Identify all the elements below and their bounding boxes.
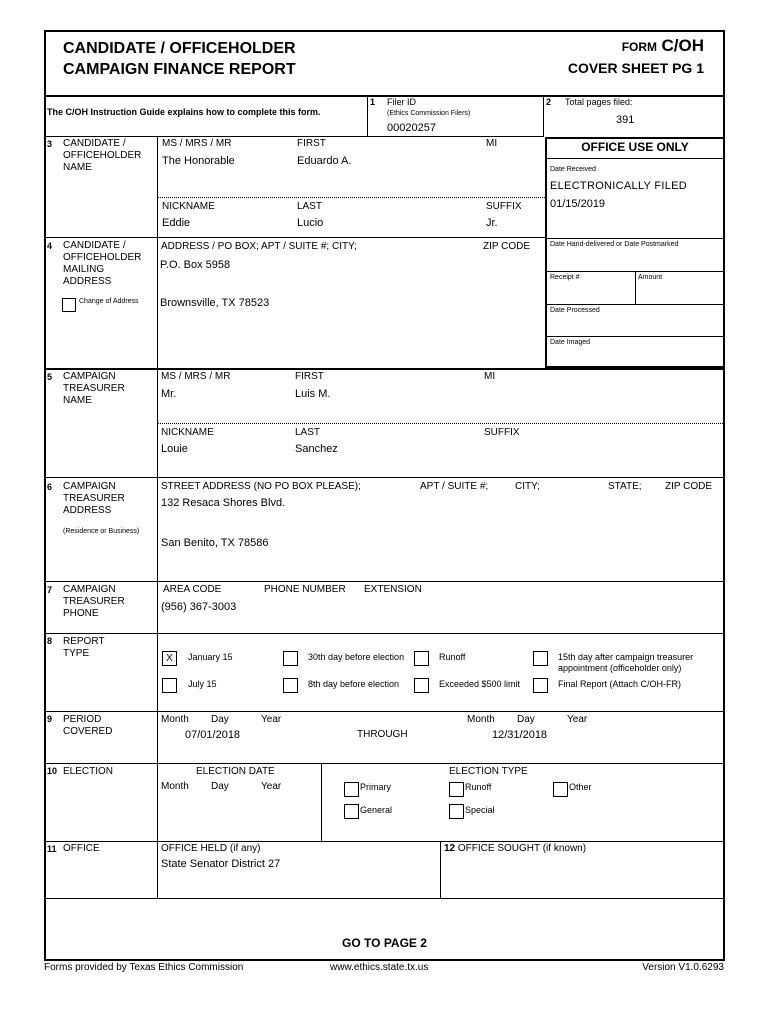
nickname-label: NICKNAME — [161, 427, 214, 438]
report-option-label: January 15 — [188, 652, 233, 662]
section-8-label — [63, 636, 105, 660]
divider — [543, 96, 544, 136]
cover-sheet-label: COVER SHEET PG 1 — [567, 60, 704, 76]
date-processed-label: Date Processed — [550, 307, 600, 314]
report-option-line: 15th day after campaign treasurer — [558, 652, 694, 662]
office-sought-heading — [444, 843, 586, 855]
filer-id-num: 1 — [370, 97, 376, 107]
footer-version: Version V1.0.6293 — [642, 962, 724, 973]
election-special-checkbox[interactable] — [449, 804, 464, 819]
month-label: Month — [467, 714, 495, 725]
section-11-label: OFFICE — [63, 843, 100, 854]
section-5-label — [63, 371, 125, 407]
section-4-num: 4 — [47, 241, 53, 251]
form-title-line1: CANDIDATE / OFFICEHOLDER — [63, 40, 296, 57]
section-10-label: ELECTION — [63, 766, 114, 777]
report-8th-day-checkbox[interactable] — [283, 678, 298, 693]
filer-id-label: Filer ID — [387, 97, 416, 107]
divider — [44, 841, 725, 842]
divider — [157, 197, 545, 198]
filing-status: ELECTRONICALLY FILED — [550, 180, 688, 192]
area-code-label: AREA CODE — [163, 584, 222, 595]
day-label: Day — [211, 714, 229, 725]
label-line: TREASURER — [63, 383, 125, 394]
divider — [321, 763, 322, 841]
election-type-option: Special — [465, 805, 495, 815]
label-line: ADDRESS — [63, 505, 112, 516]
state-label: STATE; — [608, 481, 642, 492]
prefix-label: MS / MRS / MR — [161, 371, 231, 382]
first-label: FIRST — [295, 371, 324, 382]
section-9-label — [63, 714, 112, 738]
office-held: State Senator District 27 — [161, 858, 281, 870]
election-primary-checkbox[interactable] — [344, 782, 359, 797]
treasurer-address-line2: San Benito, TX 78586 — [161, 537, 269, 549]
divider — [440, 841, 441, 898]
section-11-num: 11 — [47, 844, 57, 854]
report-july-15-checkbox[interactable] — [162, 678, 177, 693]
label-line: PHONE — [63, 608, 99, 619]
prefix-label: MS / MRS / MR — [162, 138, 232, 149]
candidate-first: Eduardo A. — [297, 155, 352, 167]
section-6-label — [63, 481, 125, 517]
date-received: 01/15/2019 — [550, 198, 606, 210]
period-from: 07/01/2018 — [185, 729, 241, 741]
candidate-address-line1: P.O. Box 5958 — [160, 259, 231, 271]
section-7-num: 7 — [47, 585, 53, 595]
label-line: MAILING — [63, 264, 105, 275]
label-line: CAMPAIGN — [63, 481, 116, 492]
office-held-label: OFFICE HELD (if any) — [161, 843, 261, 854]
total-pages-num: 2 — [546, 97, 552, 107]
report-option-label: Exceeded $500 limit — [439, 679, 521, 689]
month-label: Month — [161, 781, 189, 792]
day-label: Day — [517, 714, 535, 725]
street-label: STREET ADDRESS (NO PO BOX PLEASE); — [161, 481, 361, 492]
divider — [545, 238, 725, 239]
section-9-num: 9 — [47, 714, 53, 724]
label-line: ADDRESS — [63, 276, 112, 287]
divider — [157, 136, 158, 898]
form-id-block — [622, 36, 704, 56]
phone-number-label: PHONE NUMBER — [264, 584, 346, 595]
label-line: TREASURER — [63, 596, 125, 607]
divider — [44, 711, 725, 712]
label-line: COVERED — [63, 726, 113, 737]
day-label: Day — [211, 781, 229, 792]
treasurer-last: Sanchez — [295, 443, 338, 455]
section-3-label — [63, 138, 141, 174]
election-runoff-checkbox[interactable] — [449, 782, 464, 797]
label-line: PERIOD — [63, 714, 102, 725]
office-use-title: OFFICE USE ONLY — [581, 140, 689, 154]
year-label: Year — [261, 714, 282, 725]
form-label: FORM — [621, 40, 658, 54]
divider — [545, 304, 725, 305]
change-of-address-checkbox[interactable] — [62, 298, 76, 312]
date-imaged-label: Date Imaged — [550, 339, 591, 346]
first-label: FIRST — [297, 138, 326, 149]
section-5-num: 5 — [47, 372, 53, 382]
through-label: THROUGH — [357, 729, 408, 740]
nickname-label: NICKNAME — [162, 201, 215, 212]
label-line: CANDIDATE / — [63, 138, 126, 149]
footer-provider: Forms provided by Texas Ethics Commission — [44, 962, 244, 973]
zip-label: ZIP CODE — [483, 241, 531, 252]
go-to-page-2: GO TO PAGE 2 — [342, 936, 427, 950]
section-10-num: 10 — [47, 766, 58, 776]
label-line: CAMPAIGN — [63, 371, 116, 382]
section-7-label — [63, 584, 125, 620]
year-label: Year — [567, 714, 588, 725]
divider — [157, 423, 725, 424]
election-type-label: ELECTION TYPE — [449, 766, 528, 777]
divider — [44, 633, 725, 634]
report-30th-day-checkbox[interactable] — [283, 651, 298, 666]
election-type-option: Other — [569, 782, 592, 792]
treasurer-prefix: Mr. — [161, 388, 177, 400]
label-line: OFFICEHOLDER — [63, 252, 142, 263]
divider — [44, 898, 725, 899]
divider — [44, 368, 725, 370]
section-8-num: 8 — [47, 636, 53, 646]
month-label: Month — [161, 714, 189, 725]
divider — [44, 581, 725, 582]
section-3-num: 3 — [47, 139, 53, 149]
mi-label: MI — [486, 138, 498, 149]
election-type-option: Runoff — [465, 782, 492, 792]
year-label: Year — [261, 781, 282, 792]
section-6-num: 6 — [47, 482, 53, 492]
candidate-prefix: The Honorable — [162, 155, 235, 167]
report-exceeded-limit-checkbox[interactable] — [414, 678, 429, 693]
suffix-label: SUFFIX — [484, 427, 520, 438]
filer-id-value: 00020257 — [387, 122, 436, 134]
report-option-label: 8th day before election — [308, 679, 400, 689]
report-final-checkbox[interactable] — [533, 678, 548, 693]
label-line: CANDIDATE / — [63, 240, 126, 251]
divider — [44, 136, 544, 137]
election-other-checkbox[interactable] — [553, 782, 568, 797]
form-code: C/OH — [661, 36, 704, 55]
divider — [44, 763, 725, 764]
zip-label: ZIP CODE — [665, 481, 713, 492]
treasurer-first: Luis M. — [295, 388, 331, 400]
election-general-checkbox[interactable] — [344, 804, 359, 819]
mi-label: MI — [484, 371, 496, 382]
report-option-label: Final Report (Attach C/OH-FR) — [558, 679, 682, 689]
last-label: LAST — [297, 201, 323, 212]
election-date-label: ELECTION DATE — [196, 766, 275, 777]
footer-website[interactable]: www.ethics.state.tx.us — [330, 962, 429, 973]
label-line: CAMPAIGN — [63, 584, 116, 595]
extension-label: EXTENSION — [364, 584, 422, 595]
divider — [44, 477, 725, 478]
report-option-line: appointment (officeholder only) — [558, 663, 682, 673]
filer-id-sublabel: (Ethics Commission Filers) — [387, 110, 471, 117]
office-sought-label: OFFICE SOUGHT (if known) — [457, 843, 587, 854]
total-pages-label: Total pages filed: — [565, 97, 633, 107]
divider — [44, 237, 546, 238]
label-line: OFFICEHOLDER — [63, 150, 142, 161]
candidate-nickname: Eddie — [162, 217, 191, 229]
candidate-suffix: Jr. — [486, 217, 498, 229]
report-runoff-checkbox[interactable] — [414, 651, 429, 666]
divider — [367, 96, 368, 136]
divider — [545, 336, 725, 337]
instruction-text: The C/OH Instruction Guide explains how to complete this form. — [47, 107, 321, 117]
report-option-label: 30th day before election — [308, 652, 405, 662]
election-type-option: Primary — [360, 782, 391, 792]
amount-label: Amount — [638, 274, 663, 281]
city-label: CITY; — [515, 481, 540, 492]
date-received-label: Date Received — [550, 166, 596, 173]
label-line: NAME — [63, 162, 92, 173]
candidate-address-line2: Brownsville, TX 78523 — [160, 297, 270, 309]
label-line: REPORT — [63, 636, 105, 647]
form-title-line2: CAMPAIGN FINANCE REPORT — [63, 61, 296, 78]
report-option-label: July 15 — [188, 679, 217, 689]
report-option-label — [558, 652, 693, 674]
last-label: LAST — [295, 427, 321, 438]
period-to: 12/31/2018 — [492, 729, 548, 741]
label-line: TREASURER — [63, 493, 125, 504]
residence-business-label: (Residence or Business) — [63, 528, 140, 535]
section-4-label — [63, 240, 141, 288]
election-type-option: General — [360, 805, 393, 815]
divider — [635, 271, 636, 304]
candidate-last: Lucio — [297, 217, 324, 229]
apt-label: APT / SUITE #; — [420, 481, 489, 492]
total-pages-value: 391 — [616, 114, 635, 126]
report-option-label: Runoff — [439, 652, 466, 662]
address-header-label: ADDRESS / PO BOX; APT / SUITE #; CITY; — [161, 241, 357, 252]
change-of-address-label: Change of Address — [79, 298, 139, 305]
treasurer-address-line1: 132 Resaca Shores Blvd. — [161, 497, 286, 509]
report-15th-day-checkbox[interactable] — [533, 651, 548, 666]
receipt-label: Receipt # — [550, 274, 580, 281]
suffix-label: SUFFIX — [486, 201, 522, 212]
label-line: NAME — [63, 395, 92, 406]
section-12-num: 12 — [444, 843, 456, 854]
report-january-15-checkbox[interactable]: X — [162, 651, 177, 666]
label-line: TYPE — [63, 648, 90, 659]
treasurer-phone: (956) 367-3003 — [161, 601, 237, 613]
hand-delivered-label: Date Hand-delivered or Date Postmarked — [550, 241, 679, 248]
divider — [545, 158, 725, 159]
treasurer-nickname: Louie — [161, 443, 188, 455]
